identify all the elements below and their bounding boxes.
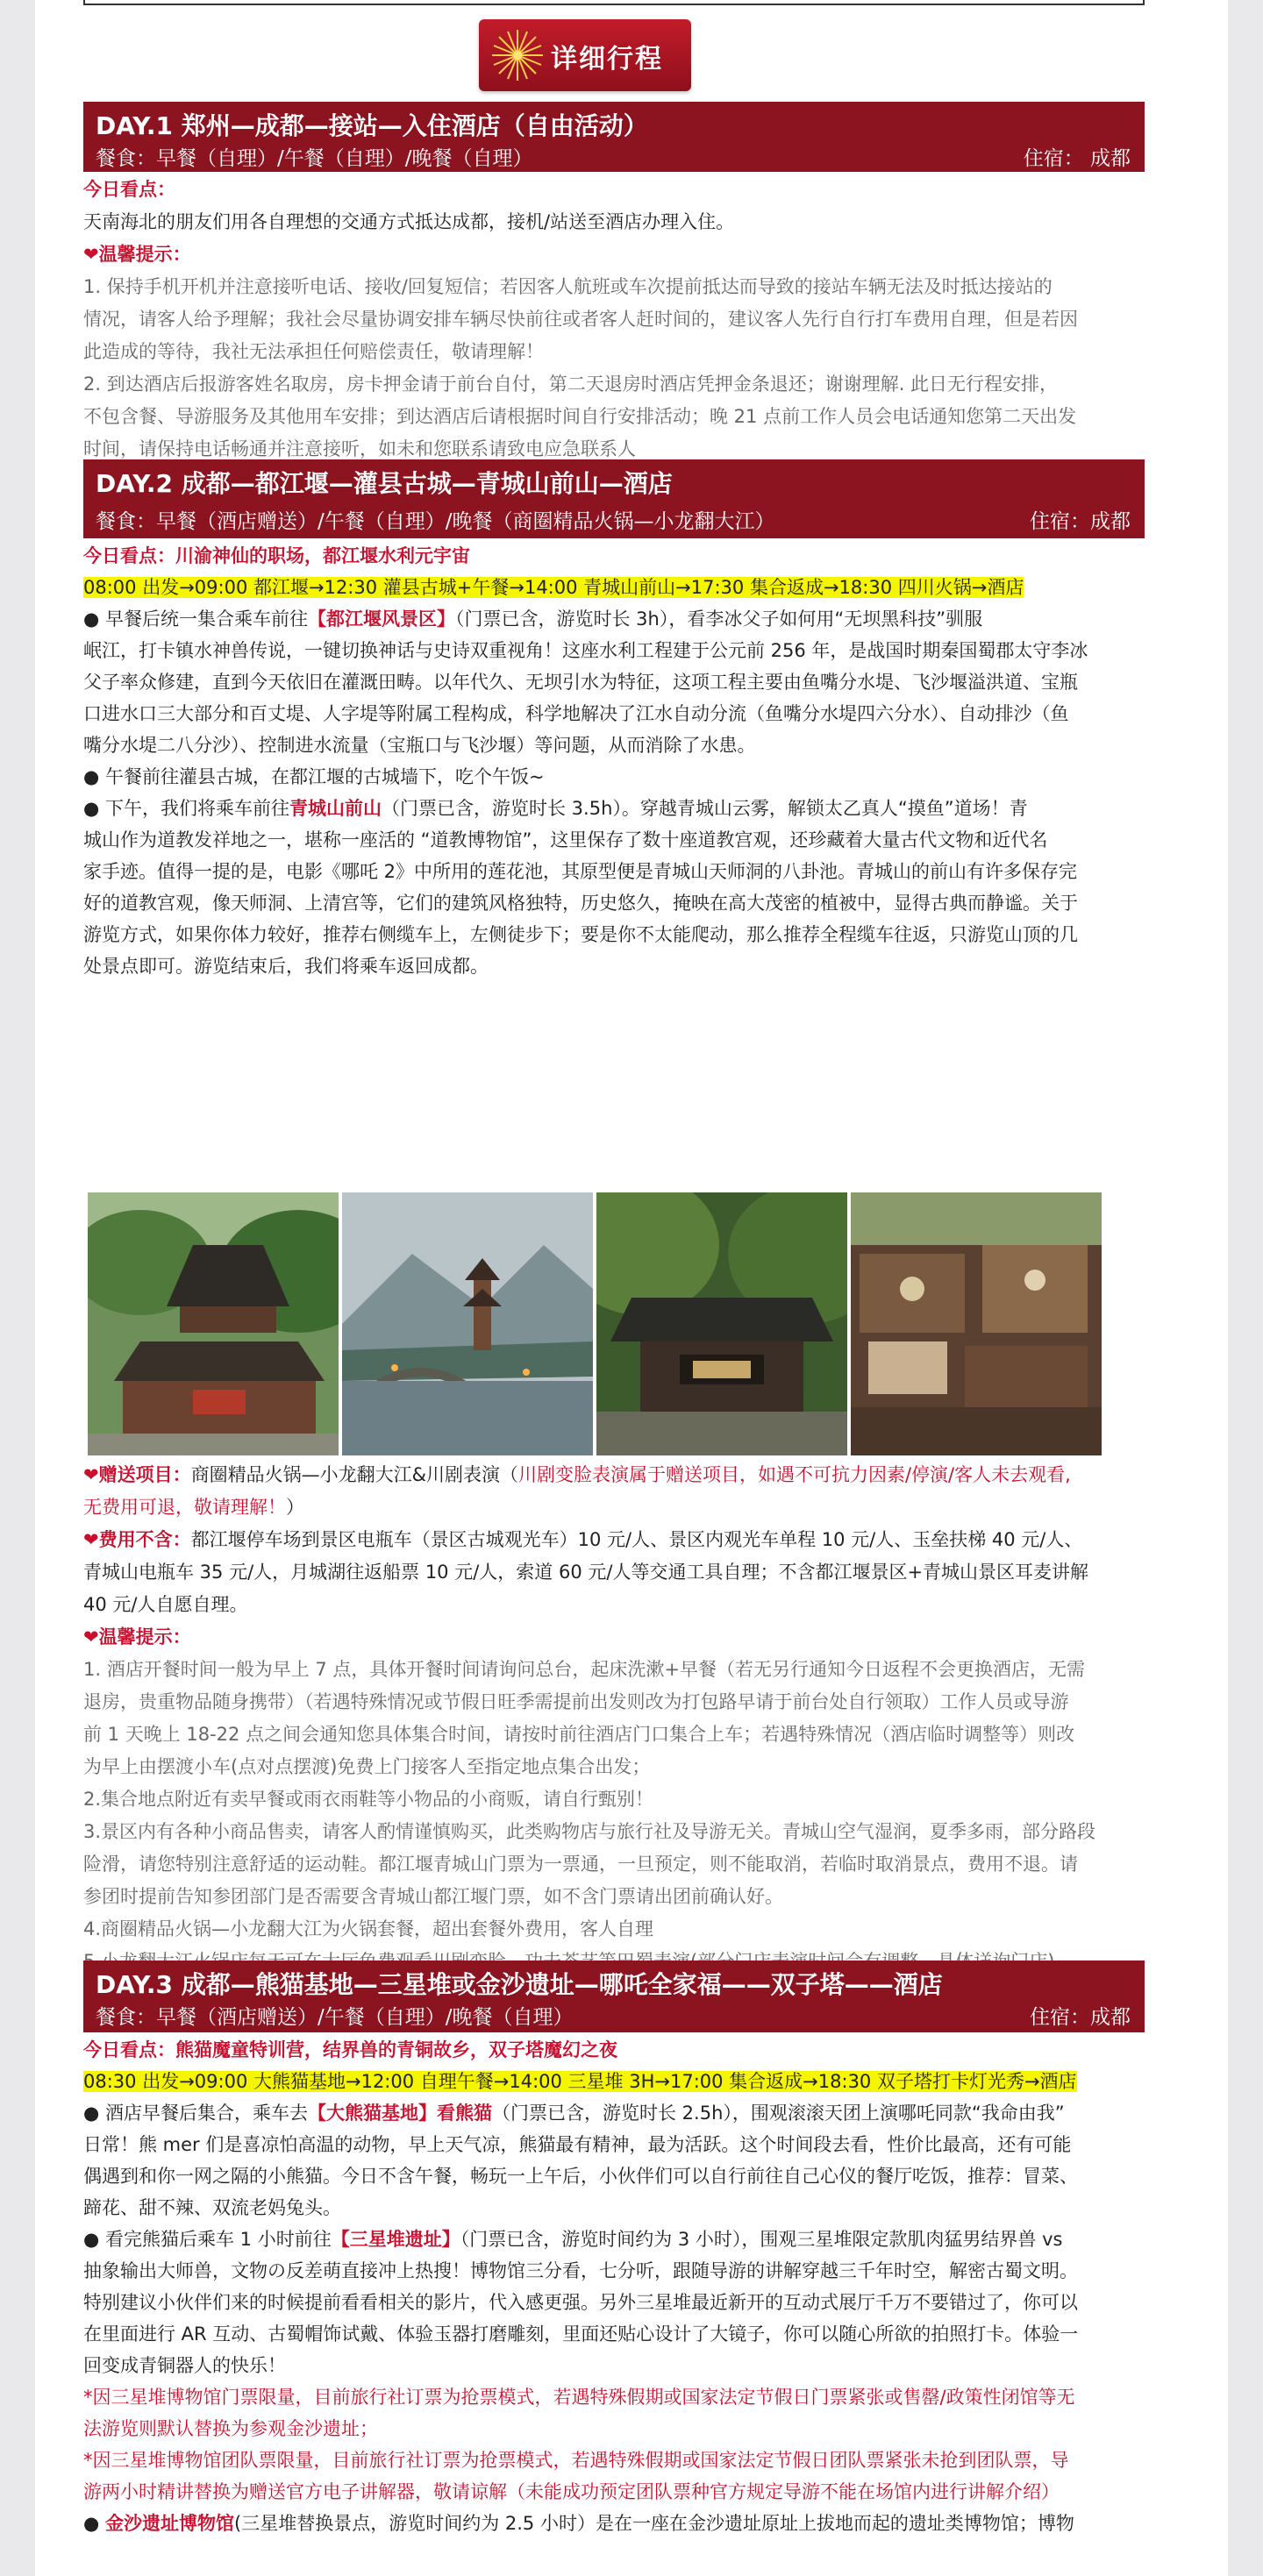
day1-tip-line: 时间，请保持电话畅通并注意接听，如未和您联系请致电应急联系人 xyxy=(83,438,636,459)
day3-title: DAY.3 成都—熊猫基地—三星堆或金沙遗址—哪吒全家福——双子塔——酒店 xyxy=(96,1970,943,1999)
dujiangyan-link: 【都江堰风景区】 xyxy=(308,608,455,630)
day2-meals: 餐食：早餐（酒店赠送）/午餐（自理）/晚餐（商圈精品火锅—小龙翻大江） xyxy=(96,510,775,533)
firework-icon xyxy=(488,26,547,84)
fee-line: 40 元/人自愿自理。 xyxy=(83,1594,248,1615)
day2-b1-line: 父子率众修建，直到今天依旧在灌溉田畴。以年代久、无坝引水为特征，这项工程主要由鱼嘴分水堤、飞沙堰溢洪道、宝瓶 xyxy=(83,672,1078,693)
day1-stay: 住宿： 成都 xyxy=(1023,147,1131,170)
day2-b1-line: 岷江，打卡镇水神兽传说，一键切换神话与史诗双重视角！这座水利工程建于公元前 256 年，是战国时期秦国蜀郡太守李冰 xyxy=(83,640,1088,661)
day1-tip-line: 2. 到达酒店后报游客姓名取房，房卡押金请于前台自付，第二天退房时酒店凭押金条退还；谢谢理解. 此日无行程安排， xyxy=(83,374,1059,395)
day3-b1-line: 蹄花、甜不辣、双流老妈兔头。 xyxy=(83,2197,341,2218)
day1-tip-line: 1. 保持手机开机并注意接听电话、接收/回复短信；若因客人航班或车次提前抵达而导致的接站车辆无法及时抵达接站的 xyxy=(83,276,1052,297)
day3-header xyxy=(83,1960,1145,2032)
day3-look-label: 今日看点：熊猫魔童特训营，结界兽的青铜故乡，双子塔魔幻之夜 xyxy=(83,2039,617,2060)
day3-body xyxy=(83,2034,1145,2539)
fee-line: 都江堰停车场到景区电瓶车（景区古城观光车）10 元/人、景区内观光车单程 10 元/人、玉垒扶梯 40 元/人、 xyxy=(190,1529,1083,1550)
day1-body xyxy=(83,174,1145,466)
day1-look-label: 今日看点： xyxy=(83,179,175,200)
gift-red2: 无费用可退，敬请理解！ xyxy=(83,1497,286,1518)
day3-note-line: 法游览则默认替换为参观金沙遗址； xyxy=(83,2418,378,2439)
day2-b3-tail: （门票已含，游览时长 3.5h）。穿越青城山云雾，解锁太乙真人“摸鱼”道场！青 xyxy=(382,798,1028,819)
fee-line: 青城山电瓶车 35 元/人，月城湖往返船票 10 元/人，索道 60 元/人等交通工具自理；不含都江堰景区+青城山景区耳麦讲解 xyxy=(83,1562,1089,1583)
day2-b1-line: 口进水口三大部分和百丈堤、人字堤等附属工程构成，科学地解决了江水自动分流（鱼嘴分水堤四六分水）、自动排沙（鱼 xyxy=(83,703,1069,724)
heart-icon: ❤ xyxy=(83,1464,99,1485)
day2-b3-line: 游览方式，如果你体力较好，推荐右侧缆车上，左侧徒步下；要是你不太能爬动，那么推荐全程缆车往返，只游览山顶的几 xyxy=(83,924,1078,945)
gift-text: 商圈精品火锅—小龙翻大江&川剧表演（ xyxy=(190,1464,518,1485)
gift-label: 赠送项目： xyxy=(98,1464,191,1485)
day2-b3-line: 家手迹。值得一提的是，电影《哪吒 2》中所用的莲花池，其原型便是青城山天师洞的八卦池。青城山的前山有许多保存完 xyxy=(83,861,1078,882)
photo-strip xyxy=(88,1192,1140,1455)
day2-tips-label: 温馨提示： xyxy=(98,1626,191,1647)
day3-b2-line: 抽象输出大师兽，文物の反差萌直接冲上热搜！博物馆三分看，七分听，跟随导游的讲解穿越三千年时空，解密古蜀文明。 xyxy=(83,2260,1078,2281)
day2-extra xyxy=(83,1459,1145,1978)
day3-b2-line: 在里面进行 AR 互动、古蜀帽饰试戴、体验玉器打磨雕刻，里面还贴心设计了大镜子，你可以随心所欲的拍照打卡。体验一 xyxy=(83,2323,1079,2345)
day2-body xyxy=(83,540,1145,982)
heart-icon: ❤ xyxy=(83,1529,99,1550)
top-border xyxy=(83,0,1145,5)
day2-b3-line: 好的道教宫观，像天师洞、上清宫等，它们的建筑风格独特，历史悠久，掩映在高大茂密的植被中，显得古典而静谧。关于 xyxy=(83,893,1078,914)
day3-note-line: *因三星堆博物馆团队票限量，目前旅行社订票为抢票模式，若遇特殊假期或国家法定节假日团队票紧张未抢到团队票，导 xyxy=(83,2450,1069,2471)
day3-b2-line: 特别建议小伙伴们来的时候提前看看相关的影片，代入感更强。另外三星堆最近新开的互动式展厅千万不要错过了，你可以 xyxy=(83,2292,1078,2313)
day2-tip-line: 为早上由摆渡小车(点对点摆渡)免费上门接客人至指定地点集合出发； xyxy=(83,1756,651,1777)
gift-end: ） xyxy=(286,1497,304,1518)
day2-tip-line: 1. 酒店开餐时间一般为早上 7 点，具体开餐时间请询问总台，起床洗漱+早餐（若无另行通知今日返程不会更换酒店，无需 xyxy=(83,1659,1086,1680)
day1-title: DAY.1 郑州—成都—接站—入住酒店（自由活动） xyxy=(96,111,648,140)
day2-tip-line: 3.景区内有各种小商品售卖，请客人酌情谨慎购买，此类购物店与旅行社及导游无关。青城山空气湿润，夏季多雨，部分路段 xyxy=(83,1821,1096,1842)
panda-base-link: 【大熊猫基地】看熊猫 xyxy=(308,2103,492,2124)
day1-tip-line: 此造成的等待，我社无法承担任何赔偿责任，敬请理解！ xyxy=(83,341,544,362)
day3-b2-tail: （门票已含，游览时间约为 3 小时），围观三星堆限定款肌肉猛男结界兽 vs xyxy=(460,2229,1063,2250)
day3-b3-tail: (三星堆替换景点，游览时间约为 2.5 小时）是在一座在金沙遗址原址上拔地而起的遗址类博物馆；博物 xyxy=(234,2513,1074,2534)
day2-b3-line: 处景点即可。游览结束后，我们将乘车返回成都。 xyxy=(83,956,489,977)
day3-b1-line: 日常！熊 mer 们是喜凉怕高温的动物，早上天气凉，熊猫最有精神，最为活跃。这个时间段去看，性价比最高，还有可能 xyxy=(83,2134,1072,2155)
section-title-badge xyxy=(479,19,691,91)
day1-tip-line: 不包含餐、导游服务及其他用车安排；到达酒店后请根据时间自行安排活动；晚 21 点前工作人员会电话通知您第二天出发 xyxy=(83,406,1077,427)
day2-stay: 住宿：成都 xyxy=(1030,510,1131,533)
old-street-shop-photo xyxy=(851,1192,1102,1455)
heart-icon: ❤ xyxy=(83,244,99,265)
day1-tips-label: 温馨提示： xyxy=(98,244,191,265)
day3-b1-line: 偶遇到和你一网之隔的小熊猫。今日不含午餐，畅玩一上午后，小伙伴们可以自行前往自己心仪的餐厅吃饭，推荐：冒菜、 xyxy=(83,2166,1078,2187)
gift-red: 川剧变脸表演属于赠送项目，如遇不可抗力因素/停演/客人未去观看, xyxy=(517,1464,1071,1485)
jinsha-link: 金沙遗址博物馆 xyxy=(105,2513,234,2534)
day3-b2-head: ● 看完熊猫后乘车 1 小时前往 xyxy=(83,2229,332,2250)
day2-tip-line: 险滑，请您特别注意舒适的运动鞋。都江堰青城山门票为一票通，一旦预定，则不能取消，若临时取消景点，费用不退。请 xyxy=(83,1854,1078,1875)
day1-header xyxy=(83,102,1145,172)
day1-tip-line: 情况，请客人给予理解；我社会尽量协调安排车辆尽快前往或者客人赶时间的，建议客人先行自行打车费用自理，但是若因 xyxy=(83,309,1078,330)
day3-b3-head: ● xyxy=(83,2513,105,2534)
day3-stay: 住宿：成都 xyxy=(1030,2006,1131,2029)
day2-schedule: 08:00 出发→09:00 都江堰→12:30 灌县古城+午餐→14:00 青城山前山→17:30 集合返成→18:30 四川火锅→酒店 xyxy=(83,577,1024,598)
day2-tip-line: 参团时提前告知参团部门是否需要含青城山都江堰门票，如不含门票请出团前确认好。 xyxy=(83,1886,783,1907)
fee-label: 费用不含： xyxy=(98,1529,191,1550)
temple-pavilion-photo xyxy=(88,1192,339,1455)
day2-b1-head: ● 早餐后统一集合乘车前往 xyxy=(83,608,308,630)
section-title: 详细行程 xyxy=(551,44,663,75)
day2-b1-line: 嘴分水堤二八分沙）、控制进水流量（宝瓶口与飞沙堰）等问题，从而消除了水患。 xyxy=(83,735,756,756)
day2-tip-line: 2.集合地点附近有卖早餐或雨衣雨鞋等小物品的小商贩，请自行甄别！ xyxy=(83,1789,654,1810)
day2-b1-tail: （门票已含，游览时长 3h），看李冰父子如何用“无坝黑科技”驯服 xyxy=(455,608,983,630)
day3-schedule: 08:30 出发→09:00 大熊猫基地→12:00 自理午餐→14:00 三星堆 3H→17:00 集合返成→18:30 双子塔打卡灯光秀→酒店 xyxy=(83,2071,1077,2092)
day2-tip-line: 前 1 天晚上 18-22 点之间会通知您具体集合时间，请按时前往酒店门口集合上车；若遇特殊情况（酒店临时调整等）则改 xyxy=(83,1724,1075,1745)
day3-b1-tail: （门票已含，游览时长 2.5h），围观滚滚天团上演哪吒同款“我命由我” xyxy=(492,2103,1065,2124)
heart-icon: ❤ xyxy=(83,1626,99,1647)
day2-tip-line: 4.商圈精品火锅—小龙翻大江为火锅套餐，超出套餐外费用，客人自理 xyxy=(83,1918,654,1939)
day2-b3-line: 城山作为道教发祥地之一，堪称一座活的 “道教博物馆”，这里保存了数十座道教宫观，还珍藏着大量古代文物和近代名 xyxy=(83,829,1048,850)
day1-meals: 餐食：早餐（自理）/午餐（自理）/晚餐（自理） xyxy=(96,147,533,170)
day2-b3-head: ● 下午，我们将乘车前往 xyxy=(83,798,289,819)
day3-meals: 餐食：早餐（酒店赠送）/午餐（自理）/晚餐（自理） xyxy=(96,2006,574,2029)
day3-b2-line: 回变成青铜器人的快乐！ xyxy=(83,2355,286,2376)
day1-look-text: 天南海北的朋友们用各自理想的交通方式抵达成都，接机/站送至酒店办理入住。 xyxy=(83,211,735,232)
day3-b1-head: ● 酒店早餐后集合，乘车去 xyxy=(83,2103,308,2124)
day2-title: DAY.2 成都—都江堰—灌县古城—青城山前山—酒店 xyxy=(96,469,673,498)
day2-b2: ● 午餐前往灌县古城，在都江堰的古城墙下，吃个午饭~ xyxy=(83,766,545,787)
qingcheng-gate-photo xyxy=(596,1192,847,1455)
sanxingdui-link: 【三星堆遗址】 xyxy=(331,2229,460,2250)
day2-header xyxy=(83,459,1145,538)
qingcheng-link: 青城山前山 xyxy=(289,798,382,819)
day3-note-line: *因三星堆博物馆门票限量，目前旅行社订票为抢票模式，若遇特殊假期或国家法定节假日门票紧张或售罄/政策性闭馆等无 xyxy=(83,2387,1075,2408)
day2-tip-line: 退房，贵重物品随身携带）（若遇特殊情况或节假日旺季需提前出发则改为打包路早请于前台处自行领取）工作人员或导游 xyxy=(83,1691,1069,1712)
day2-look-label: 今日看点：川渝神仙的职场，都江堰水利元宇宙 xyxy=(83,545,470,566)
day3-note-line: 游两小时精讲替换为赠送官方电子讲解器，敬请谅解（未能成功预定团队票种官方规定导游不能在场馆内进行讲解介绍） xyxy=(83,2481,1060,2502)
river-pagoda-photo xyxy=(342,1192,593,1455)
